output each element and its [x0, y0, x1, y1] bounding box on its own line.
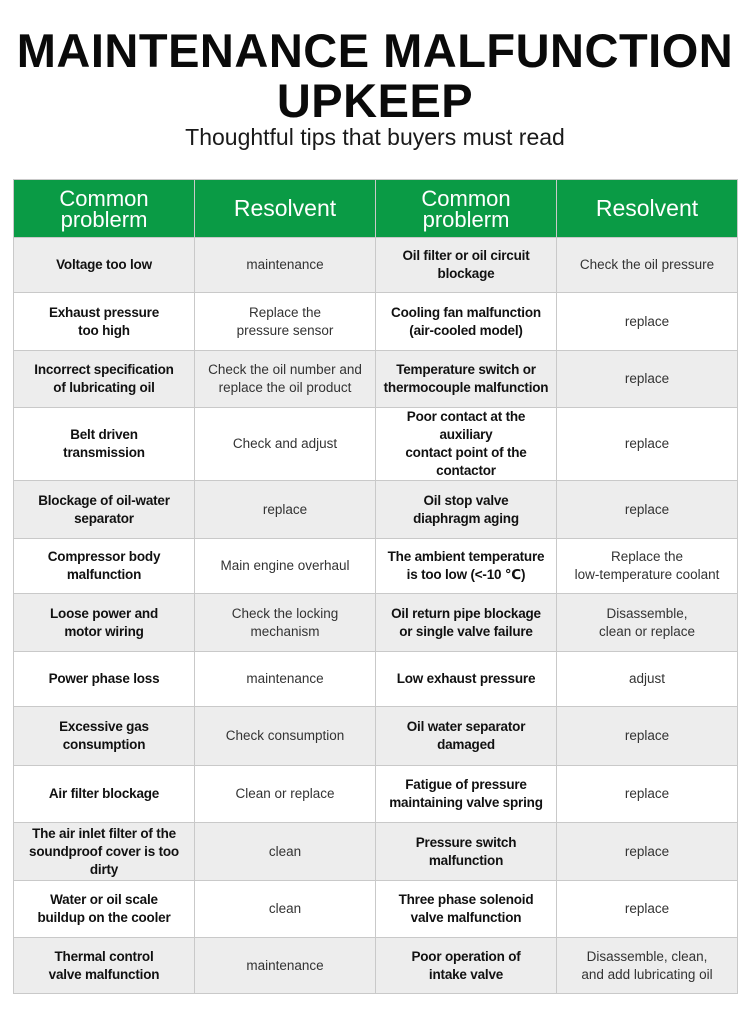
table-row — [14, 881, 738, 938]
header-common-problem-2 — [376, 180, 557, 238]
problem-cell: The ambient temperature is too low (<-10 ℃) — [376, 539, 557, 594]
resolvent-cell: replace — [557, 823, 738, 881]
table-row — [14, 938, 738, 994]
problem-cell: Oil water separator damaged — [376, 707, 557, 766]
resolvent-cell: adjust — [557, 652, 738, 707]
resolvent-cell: replace — [557, 707, 738, 766]
table-row — [14, 351, 738, 408]
resolvent-cell: Replace the pressure sensor — [195, 293, 376, 351]
problem-cell: Fatigue of pressure maintaining valve spring — [376, 766, 557, 823]
page-title-line-1: MAINTENANCE MALFUNCTION — [16, 24, 734, 77]
maintenance-table — [13, 179, 738, 994]
resolvent-cell: Check the oil pressure — [557, 238, 738, 293]
page-subtitle: Thoughtful tips that buyers must read — [185, 124, 565, 150]
resolvent-cell: replace — [557, 408, 738, 481]
problem-cell: Air filter blockage — [14, 766, 195, 823]
resolvent-cell: Disassemble, clean or replace — [557, 594, 738, 652]
resolvent-cell: Check the locking mechanism — [195, 594, 376, 652]
table-row — [14, 539, 738, 594]
problem-cell: Poor operation of intake valve — [376, 938, 557, 994]
problem-cell: Low exhaust pressure — [376, 652, 557, 707]
problem-cell: Pressure switch malfunction — [376, 823, 557, 881]
problem-cell: Blockage of oil-water separator — [14, 481, 195, 539]
problem-cell: Cooling fan malfunction (air-cooled model) — [376, 293, 557, 351]
resolvent-cell: Check and adjust — [195, 408, 376, 481]
table-header-row — [14, 180, 738, 238]
problem-cell: Poor contact at the auxiliary contact point of the contactor — [376, 408, 557, 481]
resolvent-cell: maintenance — [195, 938, 376, 994]
resolvent-cell: replace — [557, 481, 738, 539]
problem-cell: Temperature switch or thermocouple malfunction — [376, 351, 557, 408]
resolvent-cell: Clean or replace — [195, 766, 376, 823]
resolvent-cell: replace — [557, 351, 738, 408]
resolvent-cell: replace — [195, 481, 376, 539]
header-common-problem-label-2: Common problerm — [421, 185, 511, 232]
resolvent-cell: Replace the low-temperature coolant — [557, 539, 738, 594]
problem-cell: Oil return pipe blockage or single valve failure — [376, 594, 557, 652]
problem-cell: Oil filter or oil circuit blockage — [376, 238, 557, 293]
resolvent-cell: replace — [557, 293, 738, 351]
resolvent-cell: Check the oil number and replace the oil product — [195, 351, 376, 408]
table-row — [14, 766, 738, 823]
table-row — [14, 408, 738, 481]
header-common-problem — [14, 180, 195, 238]
problem-cell: Water or oil scale buildup on the cooler — [14, 881, 195, 938]
table-row — [14, 481, 738, 539]
resolvent-cell: Check consumption — [195, 707, 376, 766]
table-row — [14, 652, 738, 707]
header-resolvent — [195, 180, 376, 238]
problem-cell: Three phase solenoid valve malfunction — [376, 881, 557, 938]
table-row — [14, 823, 738, 881]
problem-cell: Voltage too low — [14, 238, 195, 293]
header-resolvent-2 — [557, 180, 738, 238]
problem-cell: Thermal control valve malfunction — [14, 938, 195, 994]
problem-cell: Excessive gas consumption — [14, 707, 195, 766]
problem-cell: Exhaust pressure too high — [14, 293, 195, 351]
resolvent-cell: maintenance — [195, 652, 376, 707]
resolvent-cell: replace — [557, 766, 738, 823]
header-resolvent-label-2: Resolvent — [595, 195, 699, 221]
header-common-problem-label: Common problerm — [59, 185, 149, 232]
problem-cell: Oil stop valve diaphragm aging — [376, 481, 557, 539]
problem-cell: Incorrect specification of lubricating oil — [14, 351, 195, 408]
resolvent-cell: Disassemble, clean, and add lubricating oil — [557, 938, 738, 994]
header-resolvent-label: Resolvent — [233, 195, 337, 221]
table-row — [14, 293, 738, 351]
page-title — [0, 26, 750, 126]
table-row — [14, 238, 738, 293]
problem-cell: Power phase loss — [14, 652, 195, 707]
table-body — [14, 238, 738, 994]
table-row — [14, 707, 738, 766]
table-row — [14, 594, 738, 652]
resolvent-cell: clean — [195, 823, 376, 881]
resolvent-cell: replace — [557, 881, 738, 938]
resolvent-cell: clean — [195, 881, 376, 938]
resolvent-cell: maintenance — [195, 238, 376, 293]
problem-cell: Belt driven transmission — [14, 408, 195, 481]
resolvent-cell: Main engine overhaul — [195, 539, 376, 594]
problem-cell: The air inlet filter of the soundproof cover is too dirty — [14, 823, 195, 881]
page-title-line-2: UPKEEP — [276, 74, 474, 127]
problem-cell: Loose power and motor wiring — [14, 594, 195, 652]
problem-cell: Compressor body malfunction — [14, 539, 195, 594]
